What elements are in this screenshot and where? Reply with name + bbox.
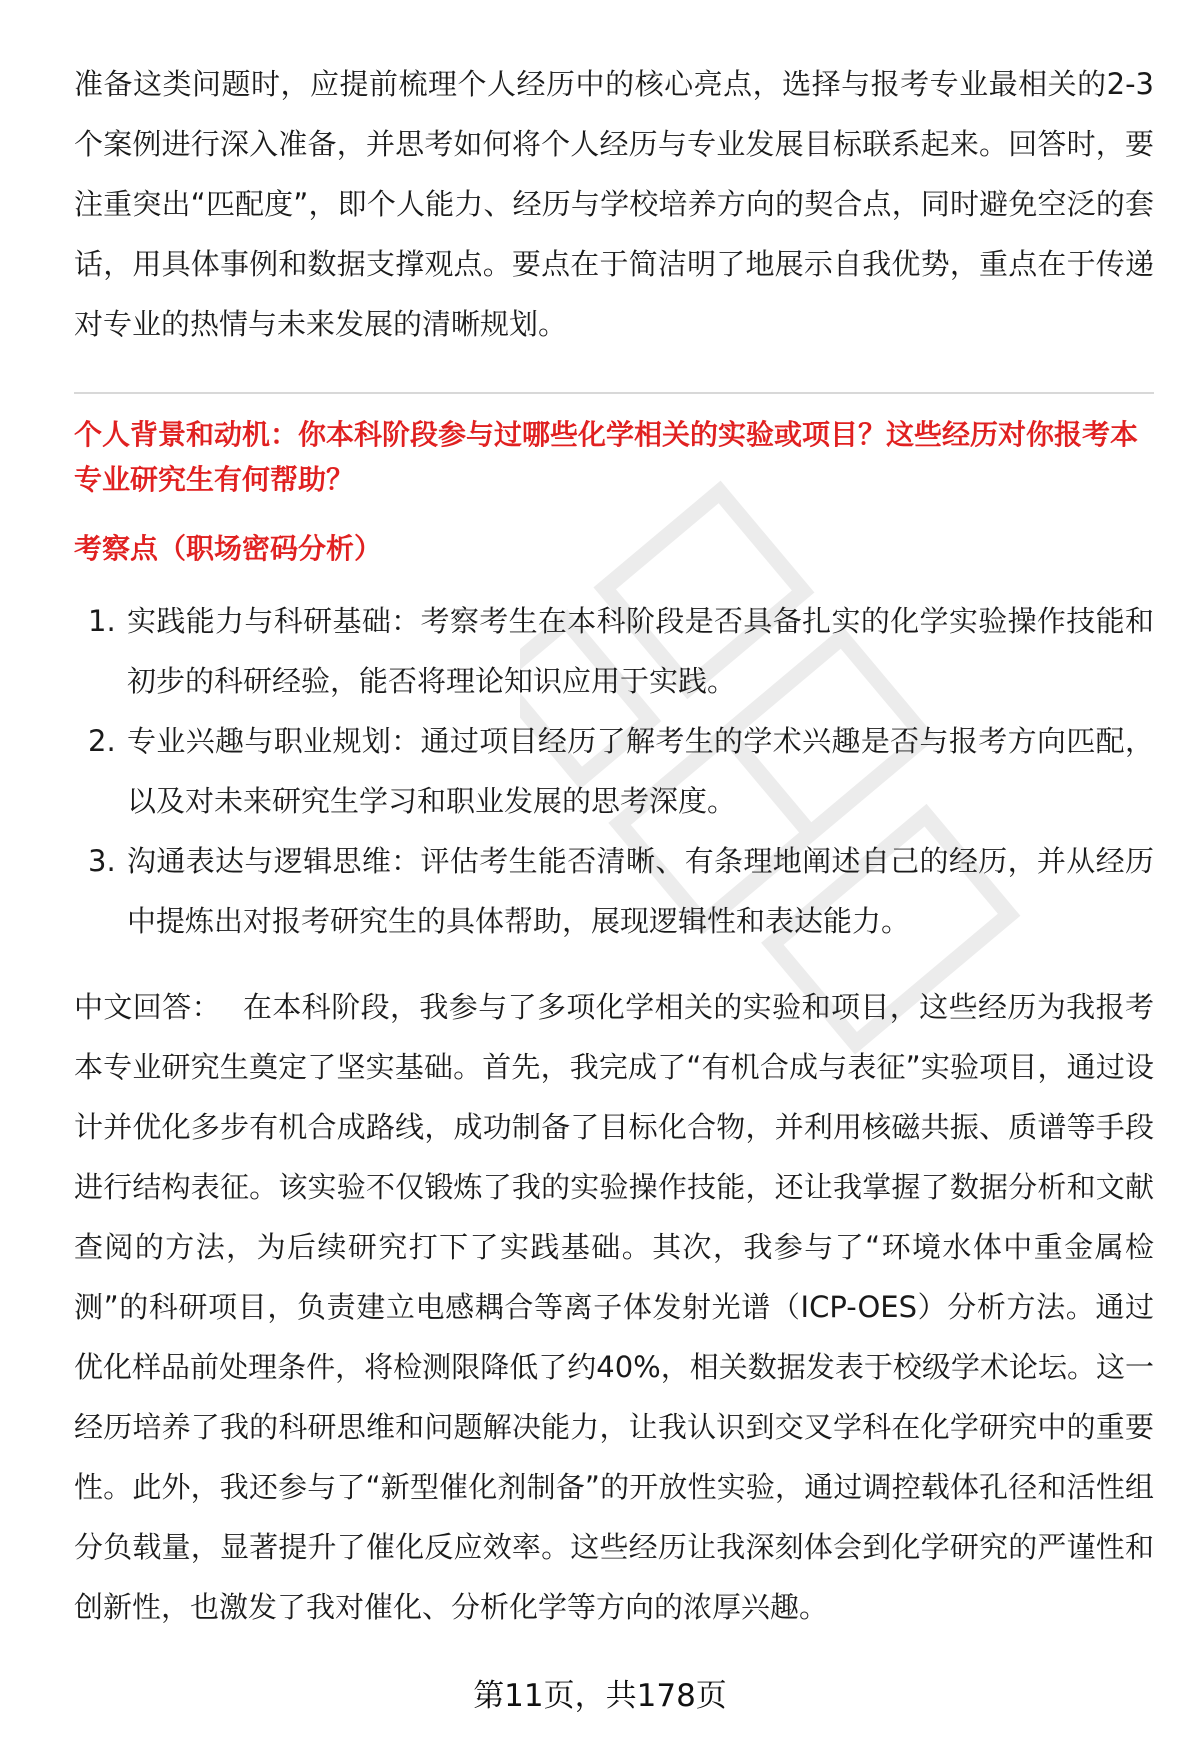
- question-heading: 个人背景和动机：你本科阶段参与过哪些化学相关的实验或项目？这些经历对你报考本专业研究生有何帮助？: [74, 418, 1139, 496]
- list-item-text: 沟通表达与逻辑思维：评估考生能否清晰、有条理地阐述自己的经历，并从经历中提炼出对报考研究生的具体帮助，展现逻辑性和表达能力。: [127, 844, 1154, 938]
- list-item: [74, 711, 1154, 831]
- answer-label: 中文回答：: [74, 990, 221, 1024]
- list-item: [74, 591, 1154, 711]
- answer-text: 在本科阶段，我参与了多项化学相关的实验和项目，这些经历为我报考本专业研究生奠定了坚实基础。首先，我完成了“有机合成与表征”实验项目，通过设计并优化多步有机合成路线，成功制备了目标化合物，并利用核磁共振、质谱等手段进行结构表征。该实验不仅锻炼了我的实验操作技能，还让我掌握了数据分析和文献查阅的方法，为后续研究打下了实践基础。其次，我参与了“环境水体中重金属检测”的科研项目，负责建立电感耦合等离子体发射光谱（ICP-OES）分析方法。通过优化样品前处理条件，将检测限降低了约40%，相关数据发表于校级学术论坛。这一经历培养了我的科研思维和问题解决能力，让我认识到交叉学科在化学研究中的重要性。此外，我还参与了“新型催化剂制备”的开放性实验，通过调控载体孔径和活性组分负载量，显著提升了催化反应效率。这些经历让我深刻体会到化学研究的严谨性和创新性，也激发了我对催化、分析化学等方向的浓厚兴趣。: [74, 990, 1154, 1624]
- list-item-number: 1.: [88, 604, 116, 638]
- page-footer: 第11页，共178页: [473, 1678, 727, 1714]
- list-item-number: 3.: [88, 844, 116, 878]
- assessment-points-heading: 考察点（职场密码分析）: [74, 532, 383, 565]
- list-item: [74, 831, 1154, 951]
- intro-paragraph: 准备这类问题时，应提前梳理个人经历中的核心亮点，选择与报考专业最相关的2-3个案例进行深入准备，并思考如何将个人经历与专业发展目标联系起来。回答时，要注重突出“匹配度”，即个人能力、经历与学校培养方向的契合点，同时避免空泛的套话，用具体事例和数据支撑观点。要点在于简洁明了地展示自我优势，重点在于传递对专业的热情与未来发展的清晰规划。: [74, 67, 1154, 341]
- section-divider: [74, 392, 1154, 394]
- assessment-points-list: [74, 591, 1154, 951]
- list-item-text: 专业兴趣与职业规划：通过项目经历了解考生的学术兴趣是否与报考方向匹配，以及对未来研究生学习和职业发展的思考深度。: [127, 724, 1154, 818]
- list-item-number: 2.: [88, 724, 116, 758]
- main-content: [74, 54, 1154, 1666]
- list-item-text: 实践能力与科研基础：考察考生在本科阶段是否具备扎实的化学实验操作技能和初步的科研经验，能否将理论知识应用于实践。: [127, 604, 1154, 698]
- answer-paragraph: [74, 977, 1154, 1637]
